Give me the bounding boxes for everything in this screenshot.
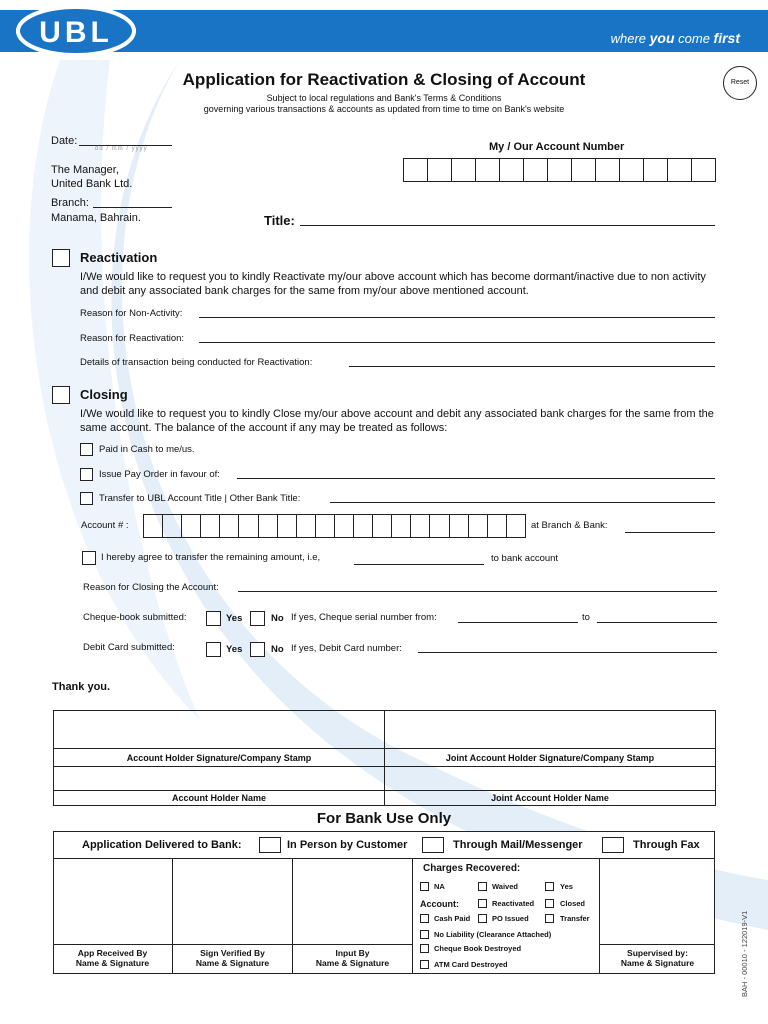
no-liability-label: No Liability (Clearance Attached) xyxy=(434,930,552,939)
holder-signature-label: Account Holder Signature/Company Stamp xyxy=(54,749,385,767)
location-text: Manama, Bahrain. xyxy=(51,212,141,224)
reason-reactivation-field[interactable] xyxy=(199,342,715,343)
mail-label: Through Mail/Messenger xyxy=(453,839,583,851)
bank-name-text: United Bank Ltd. xyxy=(51,178,133,190)
app-received-label: App Received By Name & Signature xyxy=(75,948,150,968)
closing-heading: Closing xyxy=(80,387,128,402)
cheque-destroyed-label: Cheque Book Destroyed xyxy=(434,944,522,953)
reactivation-checkbox[interactable] xyxy=(52,249,70,267)
cheque-serial-to-field[interactable] xyxy=(597,622,717,623)
debit-yes-checkbox[interactable] xyxy=(206,642,221,657)
debit-card-label: Debit Card submitted: xyxy=(83,642,175,653)
pay-order-label: Issue Pay Order in favour of: xyxy=(99,469,220,480)
pay-order-field[interactable] xyxy=(237,478,715,479)
cheque-no-label: No xyxy=(271,613,284,624)
na-label: NA xyxy=(434,882,445,891)
svg-text:UBL: UBL xyxy=(39,16,113,49)
debit-no-checkbox[interactable] xyxy=(250,642,265,657)
reactivated-checkbox[interactable] xyxy=(478,899,487,908)
cash-paid-checkbox[interactable] xyxy=(420,914,429,923)
grid-divider xyxy=(412,858,413,974)
details-field[interactable] xyxy=(349,366,715,367)
account-number-field[interactable] xyxy=(403,158,716,182)
reactivated-label: Reactivated xyxy=(492,899,535,908)
input-by-label: Input By Name & Signature xyxy=(315,948,390,968)
thank-you-text: Thank you. xyxy=(52,681,111,693)
na-checkbox[interactable] xyxy=(420,882,429,891)
sign-verified-label: Sign Verified By Name & Signature xyxy=(195,948,270,968)
delivered-label: Application Delivered to Bank: xyxy=(82,839,242,851)
cheque-yes-checkbox[interactable] xyxy=(206,611,221,626)
account-number-closing-field[interactable] xyxy=(143,514,526,538)
supervised-label: Supervised by: Name & Signature xyxy=(620,948,695,968)
waived-checkbox[interactable] xyxy=(478,882,487,891)
subtitle-terms: Subject to local regulations and Bank's Terms & Conditions xyxy=(266,93,502,103)
joint-name-field[interactable] xyxy=(385,767,716,791)
agree-checkbox[interactable] xyxy=(82,551,96,565)
account-number-closing-label: Account # : xyxy=(81,520,129,531)
title-label: Title: xyxy=(264,213,295,228)
cheque-no-checkbox[interactable] xyxy=(250,611,265,626)
transfer-field[interactable] xyxy=(330,502,715,503)
reason-closing-field[interactable] xyxy=(238,591,717,592)
cheque-destroyed-checkbox[interactable] xyxy=(420,944,429,953)
form-code: BAH - 00010 - 122019-V1 xyxy=(740,910,749,997)
po-issued-checkbox[interactable] xyxy=(478,914,487,923)
debit-number-field[interactable] xyxy=(418,652,717,653)
holder-name-label: Account Holder Name xyxy=(54,791,385,806)
brand-tagline: where you come first xyxy=(610,30,740,46)
branch-label: Branch: xyxy=(51,197,89,209)
reset-button[interactable]: Reset xyxy=(723,66,757,100)
branch-bank-field[interactable] xyxy=(625,532,715,533)
po-issued-label: PO Issued xyxy=(492,914,529,923)
ubl-logo xyxy=(14,2,139,60)
page-title: Application for Reactivation & Closing of Account xyxy=(182,70,586,89)
cash-paid-label: Cash Paid xyxy=(434,914,471,923)
reason-nonactivity-field[interactable] xyxy=(199,317,715,318)
charges-yes-checkbox[interactable] xyxy=(545,882,554,891)
reason-reactivation-label: Reason for Reactivation: xyxy=(80,333,185,344)
joint-signature-field[interactable] xyxy=(385,711,716,749)
reason-nonactivity-label: Reason for Non-Activity: xyxy=(80,308,183,319)
joint-name-label: Joint Account Holder Name xyxy=(385,791,716,806)
closed-checkbox[interactable] xyxy=(545,899,554,908)
title-field[interactable] xyxy=(300,225,715,226)
branch-bank-label: at Branch & Bank: xyxy=(531,520,608,531)
grid-divider xyxy=(599,944,715,945)
paid-cash-checkbox[interactable] xyxy=(80,443,93,456)
in-person-checkbox[interactable] xyxy=(259,837,281,853)
reactivation-text: I/We would like to request you to kindly Reactivate my/our above account which has become dormant/inactive due to non activity and debit any associated bank charges for the same from my/our above mentioned account. xyxy=(80,271,706,297)
closing-text: I/We would like to request you to kindly Close my/our above account and debit any associated bank charges for the same from the same account. The balance of the account if any may be treated as follows: xyxy=(80,408,714,434)
cheque-yes-label: Yes xyxy=(226,613,243,624)
closing-checkbox[interactable] xyxy=(52,386,70,404)
charges-label: Charges Recovered: xyxy=(423,863,521,874)
debit-yes-label: Yes xyxy=(226,644,243,655)
transfer-bank-label: Transfer xyxy=(560,914,590,923)
joint-signature-label: Joint Account Holder Signature/Company Stamp xyxy=(385,749,716,767)
date-label: Date: xyxy=(51,135,78,147)
debit-number-label: If yes, Debit Card number: xyxy=(291,643,402,654)
transfer-bank-checkbox[interactable] xyxy=(545,914,554,923)
in-person-label: In Person by Customer xyxy=(287,839,408,851)
signature-table xyxy=(53,710,716,806)
grid-divider xyxy=(53,944,413,945)
to-bank-label: to bank account xyxy=(491,553,559,564)
atm-destroyed-checkbox[interactable] xyxy=(420,960,429,969)
paid-cash-label: Paid in Cash to me/us. xyxy=(99,444,195,455)
details-label: Details of transaction being conducted for Reactivation: xyxy=(80,357,313,368)
reason-closing-label: Reason for Closing the Account: xyxy=(83,582,219,593)
holder-name-field[interactable] xyxy=(54,767,385,791)
pay-order-checkbox[interactable] xyxy=(80,468,93,481)
account-number-label: My / Our Account Number xyxy=(489,141,625,153)
holder-signature-field[interactable] xyxy=(54,711,385,749)
fax-label: Through Fax xyxy=(633,839,700,851)
mail-checkbox[interactable] xyxy=(422,837,444,853)
charges-yes-label: Yes xyxy=(560,882,573,891)
manager-text: The Manager, xyxy=(51,164,119,176)
atm-destroyed-label: ATM Card Destroyed xyxy=(434,960,508,969)
date-placeholder: dd / mm / yyyy xyxy=(95,146,148,152)
cheque-serial-label: If yes, Cheque serial number from: xyxy=(291,612,437,623)
cheque-to-label: to xyxy=(582,612,590,623)
fax-checkbox[interactable] xyxy=(602,837,624,853)
remaining-amount-field[interactable] xyxy=(354,564,484,565)
no-liability-checkbox[interactable] xyxy=(420,930,429,939)
reactivation-heading: Reactivation xyxy=(80,250,158,265)
transfer-label: Transfer to UBL Account Title | Other Bank Title: xyxy=(99,493,301,504)
account-status-label: Account: xyxy=(420,899,459,909)
transfer-checkbox[interactable] xyxy=(80,492,93,505)
closed-label: Closed xyxy=(560,899,586,908)
subtitle-governing: governing various transactions & accounts as updated from time to time on Bank's website xyxy=(203,104,565,114)
cheque-serial-from-field[interactable] xyxy=(458,622,578,623)
bank-use-heading: For Bank Use Only xyxy=(316,810,452,827)
cheque-book-label: Cheque-book submitted: xyxy=(83,612,187,623)
debit-no-label: No xyxy=(271,644,284,655)
branch-field[interactable] xyxy=(93,207,172,208)
agree-label: I hereby agree to transfer the remaining amount, i.e, xyxy=(101,552,321,563)
waived-label: Waived xyxy=(492,882,518,891)
